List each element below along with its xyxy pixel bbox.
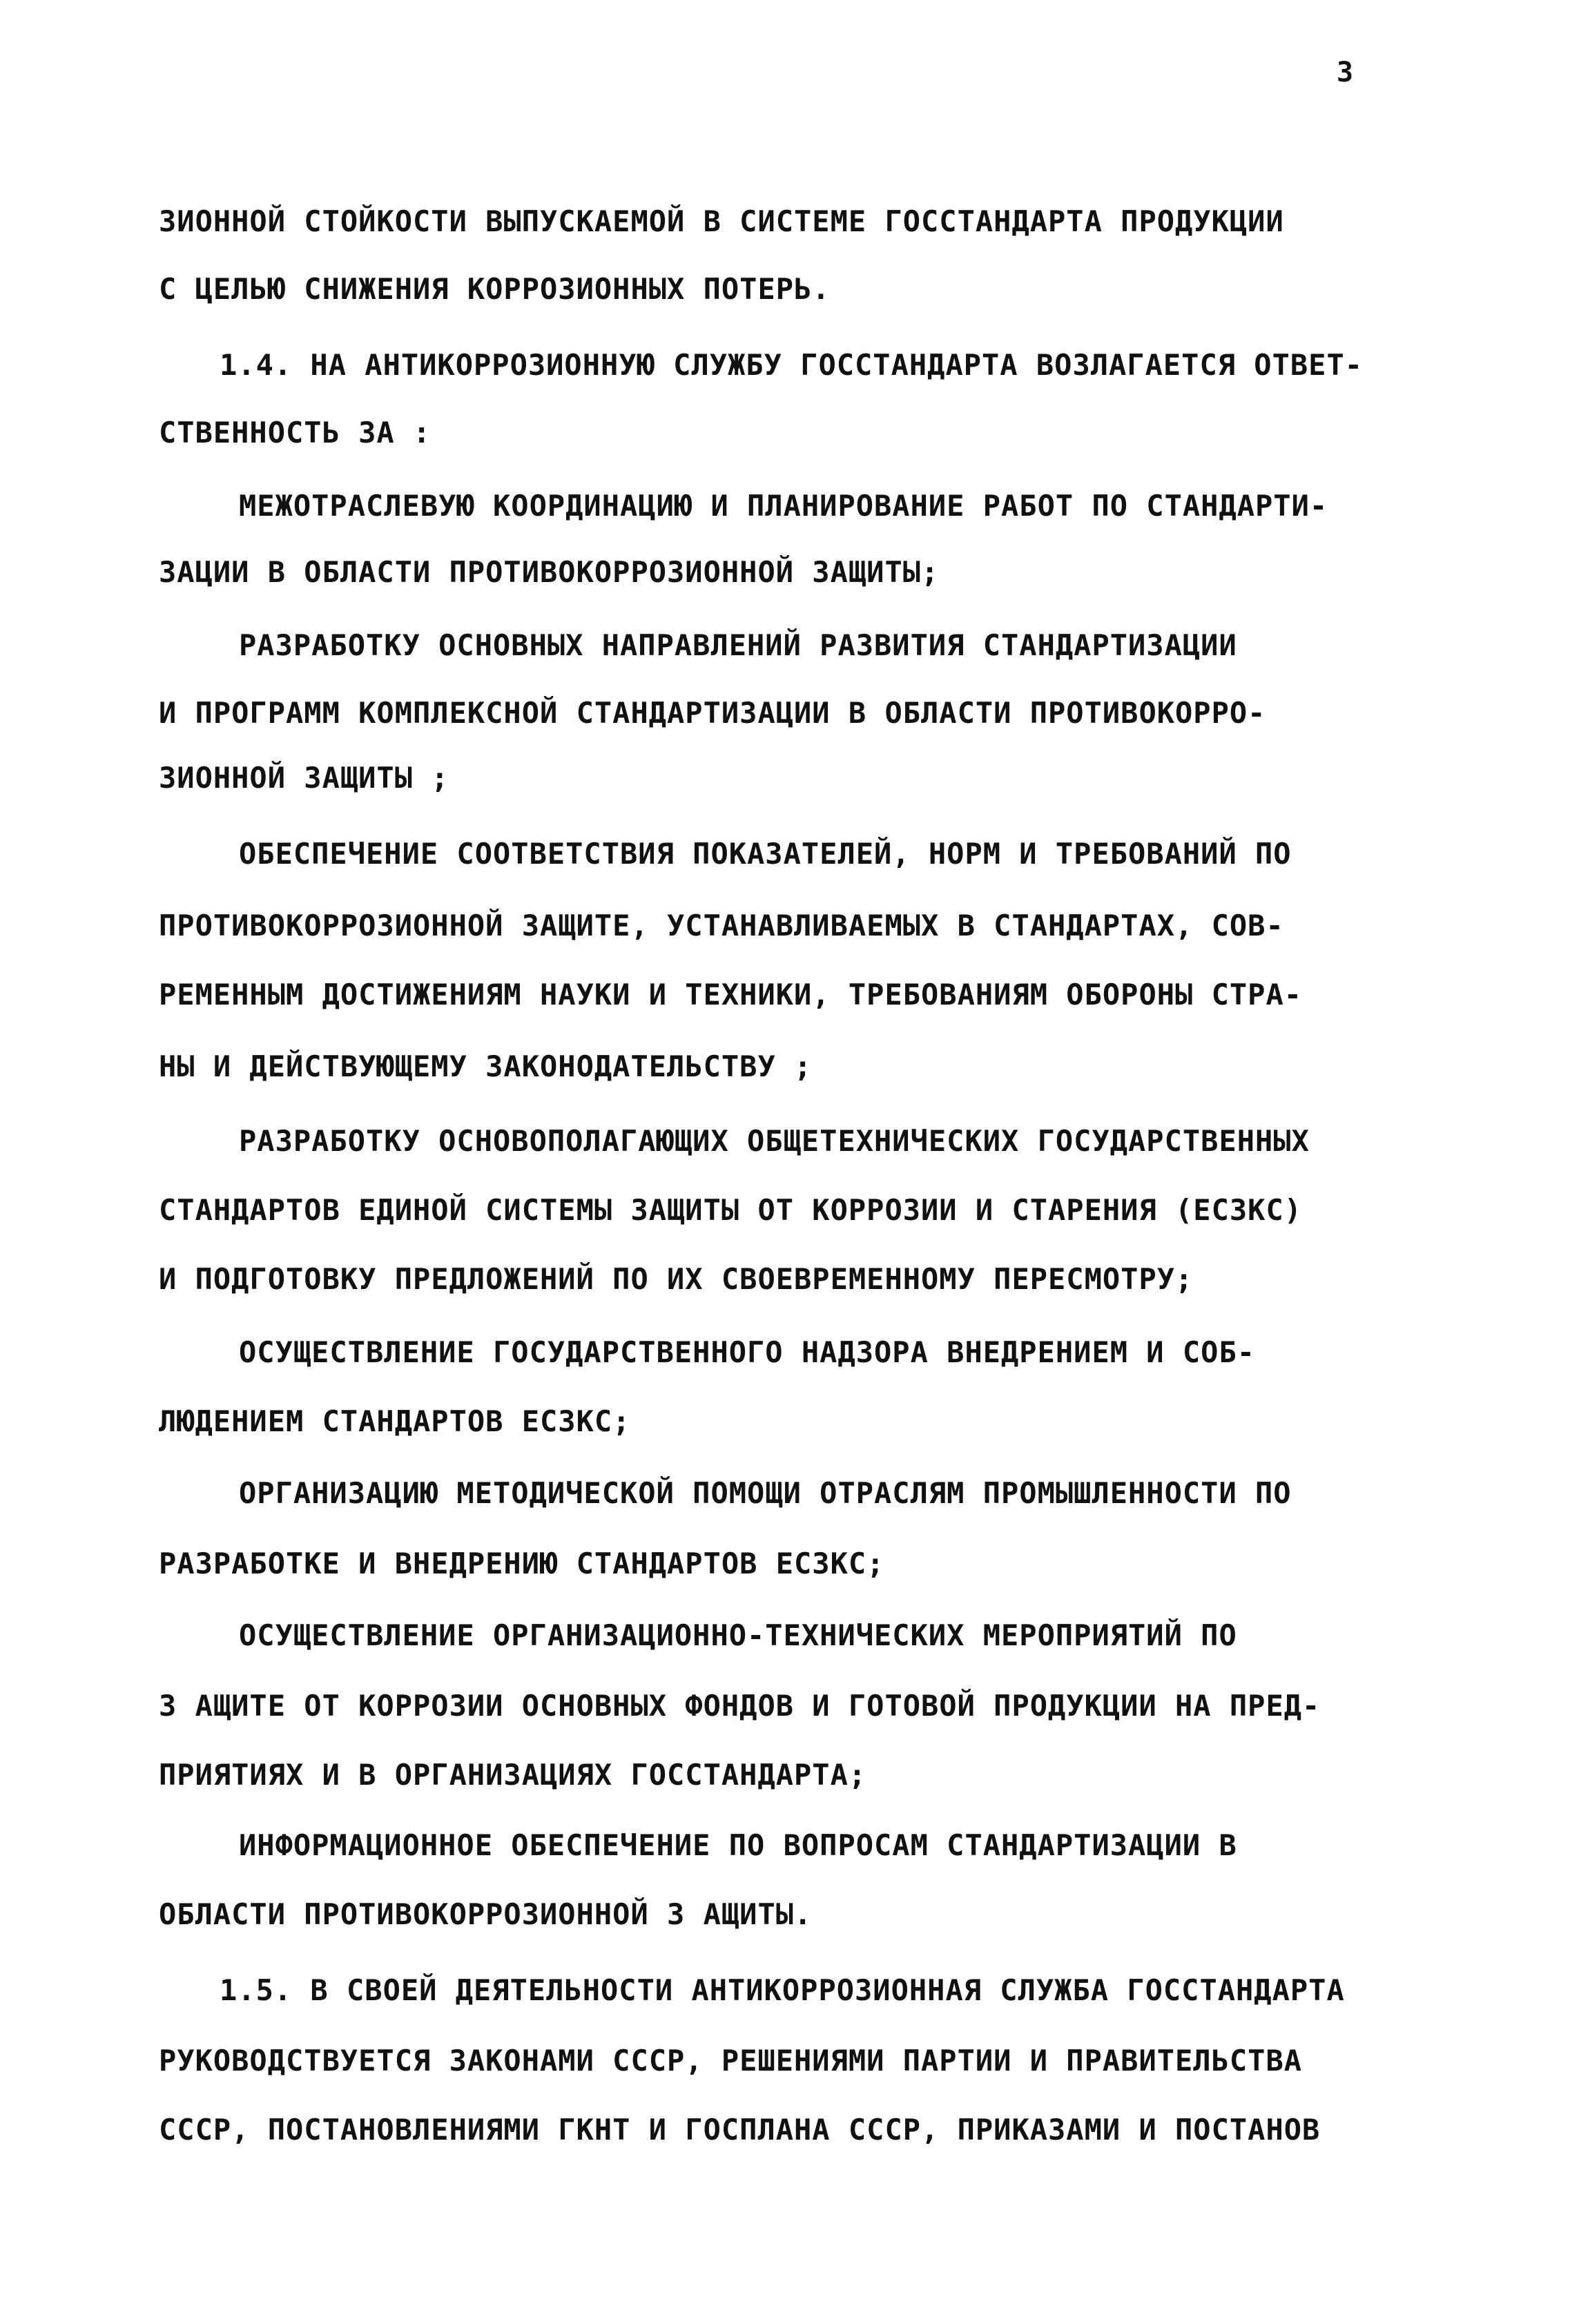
text-line: ЗИОННОЙ СТОЙКОСТИ ВЫПУСКАЕМОЙ В СИСТЕМЕ ГОССТАНДАРТА ПРОДУКЦИИ [159,204,1284,238]
text-line: С ЦЕЛЬЮ СНИЖЕНИЯ КОРРОЗИОННЫХ ПОТЕРЬ. [159,272,831,306]
text-line: РУКОВОДСТВУЕТСЯ ЗАКОНАМИ СССР, РЕШЕНИЯМИ ПАРТИИ И ПРАВИТЕЛЬСТВА [159,2044,1303,2078]
list-item: МЕЖОТРАСЛЕВУЮ КООРДИНАЦИЮ И ПЛАНИРОВАНИЕ РАБОТ ПО СТАНДАРТИ- [239,489,1328,523]
text-line: ЗИОННОЙ ЗАЩИТЫ ; [159,761,449,795]
list-item: РАЗРАБОТКУ ОСНОВОПОЛАГАЮЩИХ ОБЩЕТЕХНИЧЕСКИХ ГОСУДАРСТВЕННЫХ [239,1124,1310,1158]
text-line: ЛЮДЕНИЕМ СТАНДАРТОВ ЕСЗКС; [159,1404,631,1438]
page-number: 3 [1337,57,1355,88]
list-item: ИНФОРМАЦИОННОЕ ОБЕСПЕЧЕНИЕ ПО ВОПРОСАМ СТАНДАРТИЗАЦИИ В [239,1828,1237,1862]
text-line: НЫ И ДЕЙСТВУЮЩЕМУ ЗАКОНОДАТЕЛЬСТВУ ; [159,1049,813,1083]
text-line: РАЗРАБОТКЕ И ВНЕДРЕНИЮ СТАНДАРТОВ ЕСЗКС; [159,1547,885,1580]
paragraph-1-4-heading: 1.4. НА АНТИКОРРОЗИОННУЮ СЛУЖБУ ГОССТАНДАРТА ВОЗЛАГАЕТСЯ ОТВЕТ- [220,348,1364,382]
text-line: ОБЛАСТИ ПРОТИВОКОРРОЗИОННОЙ З АЩИТЫ. [159,1897,813,1931]
list-item: ОСУЩЕСТВЛЕНИЕ ГОСУДАРСТВЕННОГО НАДЗОРА ВНЕДРЕНИЕМ И СОБ- [239,1335,1256,1369]
text-line: З АЩИТЕ ОТ КОРРОЗИИ ОСНОВНЫХ ФОНДОВ И ГОТОВОЙ ПРОДУКЦИИ НА ПРЕД- [159,1689,1321,1723]
list-item: РАЗРАБОТКУ ОСНОВНЫХ НАПРАВЛЕНИЙ РАЗВИТИЯ СТАНДАРТИЗАЦИИ [239,628,1237,662]
text-line: ПРИЯТИЯХ И В ОРГАНИЗАЦИЯХ ГОССТАНДАРТА; [159,1758,867,1792]
text-line: И ПОДГОТОВКУ ПРЕДЛОЖЕНИЙ ПО ИХ СВОЕВРЕМЕННОМУ ПЕРЕСМОТРУ; [159,1262,1194,1296]
list-item: ОСУЩЕСТВЛЕНИЕ ОРГАНИЗАЦИОННО-ТЕХНИЧЕСКИХ МЕРОПРИЯТИЙ ПО [239,1618,1237,1652]
text-line: ЗАЦИИ В ОБЛАСТИ ПРОТИВОКОРРОЗИОННОЙ ЗАЩИТЫ; [159,555,940,589]
list-item: ОБЕСПЕЧЕНИЕ СООТВЕТСТВИЯ ПОКАЗАТЕЛЕЙ, НОРМ И ТРЕБОВАНИЙ ПО [239,837,1292,871]
text-line: ПРОТИВОКОРРОЗИОННОЙ ЗАЩИТЕ, УСТАНАВЛИВАЕМЫХ В СТАНДАРТАХ, СОВ- [159,909,1284,942]
text-line: СТВЕННОСТЬ ЗА : [159,416,432,449]
text-line: СССР, ПОСТАНОВЛЕНИЯМИ ГКНТ И ГОСПЛАНА СССР, ПРИКАЗАМИ И ПОСТАНОВ [159,2113,1321,2147]
text-line: СТАНДАРТОВ ЕДИНОЙ СИСТЕМЫ ЗАЩИТЫ ОТ КОРРОЗИИ И СТАРЕНИЯ (ЕСЗКС) [159,1193,1303,1227]
text-line: И ПРОГРАММ КОМПЛЕКСНОЙ СТАНДАРТИЗАЦИИ В ОБЛАСТИ ПРОТИВОКОРРО- [159,696,1266,730]
paragraph-1-5-heading: 1.5. В СВОЕЙ ДЕЯТЕЛЬНОСТИ АНТИКОРРОЗИОННАЯ СЛУЖБА ГОССТАНДАРТА [220,1973,1345,2007]
text-line: РЕМЕННЫМ ДОСТИЖЕНИЯМ НАУКИ И ТЕХНИКИ, ТРЕБОВАНИЯМ ОБОРОНЫ СТРА- [159,978,1303,1011]
list-item: ОРГАНИЗАЦИЮ МЕТОДИЧЕСКОЙ ПОМОЩИ ОТРАСЛЯМ ПРОМЫШЛЕННОСТИ ПО [239,1476,1292,1510]
